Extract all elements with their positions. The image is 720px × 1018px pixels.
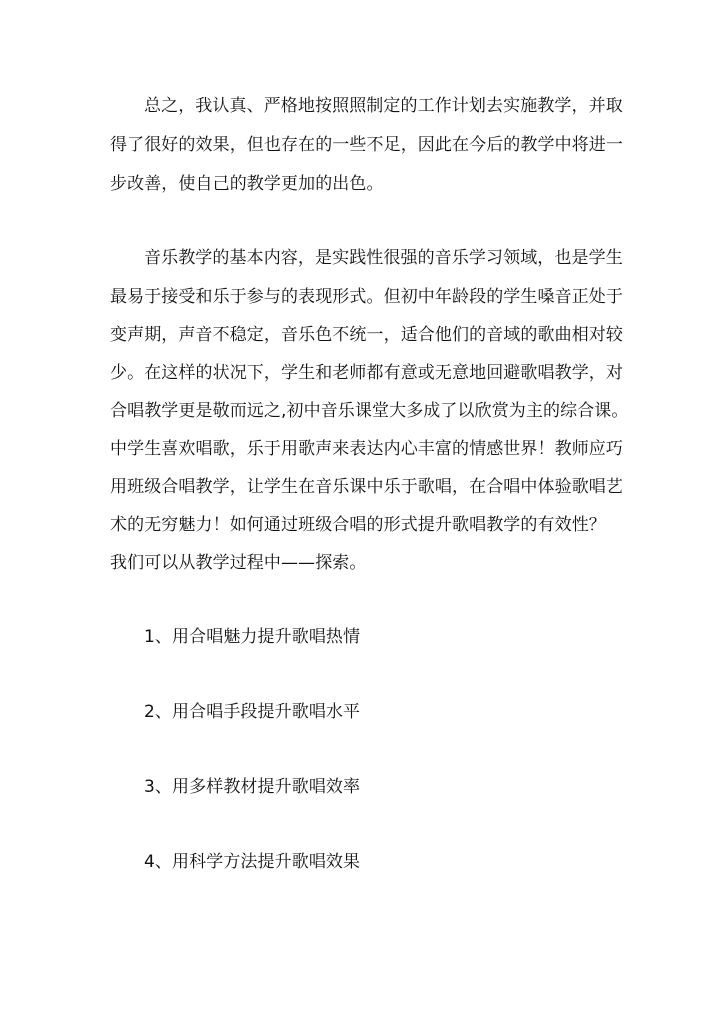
paragraph2-line-7: 用班级合唱教学，让学生在音乐课中乐于歌唱，在合唱中体验歌唱艺 xyxy=(110,477,623,497)
list-item-1: 1、用合唱魅力提升歌唱热情 xyxy=(144,627,361,647)
paragraph2-line-8: 术的无穷魅力！如何通过班级合唱的形式提升歌唱教学的有效性？ xyxy=(110,515,606,535)
paragraph2-line-6: 中学生喜欢唱歌，乐于用歌声来表达内心丰富的情感世界！教师应巧 xyxy=(110,439,623,459)
paragraph2-line-4: 少。在这样的状况下，学生和老师都有意或无意地回避歌唱教学，对 xyxy=(110,363,623,383)
paragraph2-line-5: 合唱教学更是敬而远之,初中音乐课堂大多成了以欣赏为主的综合课。 xyxy=(110,401,629,421)
paragraph2-line-2: 最易于接受和乐于参与的表现形式。但初中年龄段的学生嗓音正处于 xyxy=(110,287,623,307)
paragraph1-line-2: 得了很好的效果，但也存在的一些不足，因此在今后的教学中将进一 xyxy=(110,135,623,155)
paragraph2-line-3: 变声期，声音不稳定，音乐色不统一，适合他们的音域的歌曲相对较 xyxy=(110,325,623,345)
list-item-3: 3、用多样教材提升歌唱效率 xyxy=(144,777,361,797)
list-item-2: 2、用合唱手段提升歌唱水平 xyxy=(144,702,361,722)
paragraph2-line-1: 音乐教学的基本内容，是实践性很强的音乐学习领域，也是学生 xyxy=(144,248,623,268)
paragraph1-line-1: 总之，我认真、严格地按照照制定的工作计划去实施教学，并取 xyxy=(144,96,623,116)
paragraph1-line-3: 步改善，使自己的教学更加的出色。 xyxy=(110,174,384,194)
list-item-4: 4、用科学方法提升歌唱效果 xyxy=(144,852,361,872)
paragraph2-line-9: 我们可以从教学过程中——探索。 xyxy=(110,553,367,573)
